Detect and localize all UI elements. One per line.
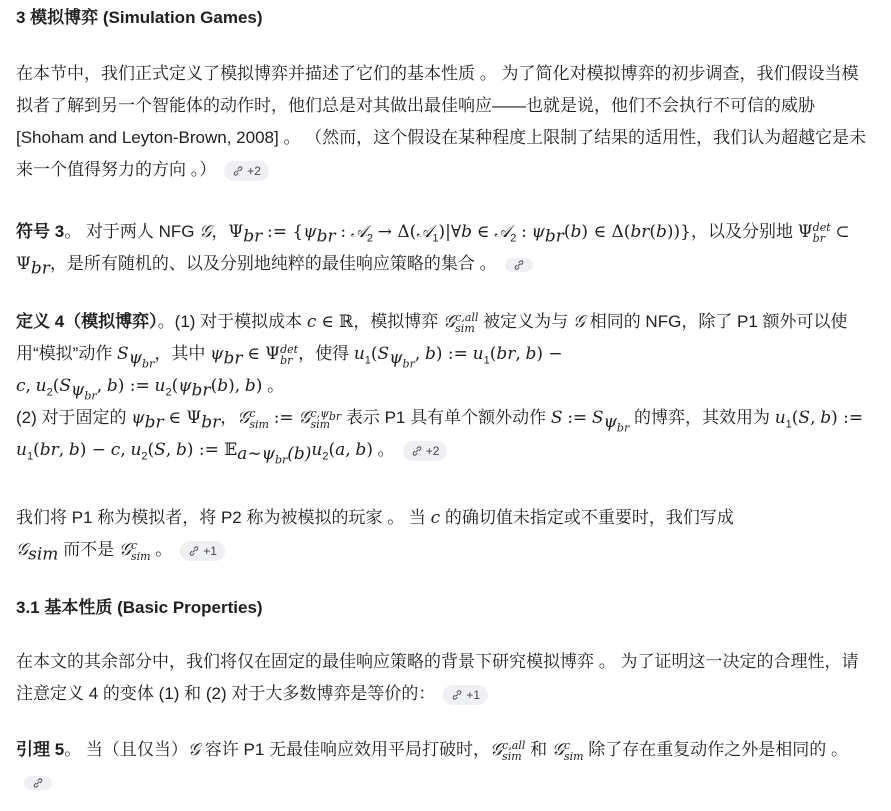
- simulator-paragraph: 我们将 P1 称为模拟者，将 P2 称为被模拟的玩家 。 当 c 的确切值未指定或不重要时，我们写成 𝒢$_{sim}$ 而不是 𝒢 c sim 。 +1: [16, 508, 734, 565]
- citation-chip[interactable]: [403, 441, 448, 461]
- definition-label: 定义 4（模拟博弈）: [16, 312, 158, 331]
- link-icon: [451, 689, 463, 701]
- citation-chip[interactable]: [224, 161, 269, 181]
- section-3-1-text: 在本文的其余部分中，我们将仅在固定的最佳响应策略的背景下研究模拟博弈 。 为了证明这一决定的合理性，请注意定义 4 的变体 (1) 和 (2) 对于大多数博弈是等价的：: [16, 652, 859, 703]
- intro-paragraph-text: 在本节中，我们正式定义了模拟博弈并描述了它们的基本性质 。 为了简化对模拟博弈的初步调查，我们假设当模拟者了解到另一个智能体的动作时，他们总是对其做出最佳响应——也就是说，他们不会执行不可信的威胁 [Shoham and Leyton-Brown, 2008] 。 （然而，这个假设在某种程度上限制了结果的适用性，我们认为超越它是未来一个值得努力的方向 。）: [16, 64, 867, 179]
- section-3-heading: 3 模拟博弈 (Simulation Games): [16, 8, 263, 27]
- citation-chip[interactable]: [505, 258, 533, 272]
- link-icon: [32, 777, 44, 789]
- link-icon: [232, 165, 244, 177]
- citation-chip[interactable]: [180, 541, 225, 561]
- citation-count: +1: [466, 687, 481, 702]
- notation-label: 符号 3: [16, 222, 65, 241]
- citation-chip[interactable]: [443, 685, 488, 705]
- notation-3-block: 符号 3。 对于两人 NFG 𝒢，$\Psi_{br}$ := {$\psi_{br}$ : 𝒜$_2$ → Δ(𝒜$_1$)|∀b ∈ 𝒜$_2$ : $\psi_{br}(b)$ ∈ Δ(br(b))}，以及分别地 Ψ det br ⊂ $\Psi_{br}$，是所有随机的、以及分别地纯粹的最佳响应策略的集合 。: [16, 220, 850, 279]
- citation-count: +2: [425, 443, 440, 458]
- link-icon: [411, 445, 423, 457]
- lemma-label: 引理 5: [16, 740, 65, 759]
- section-3-intro: [16, 58, 875, 186]
- citation-count: +1: [203, 543, 217, 558]
- lemma-5-block: 引理 5。 当（且仅当）𝒢 容许 P1 无最佳响应效用平局打破时，𝒢 c,all sim 和 𝒢 c sim 除了存在重复动作之外是相同的 。: [16, 734, 875, 798]
- link-icon: [513, 259, 525, 271]
- section-3-1-heading: 3.1 基本性质 (Basic Properties): [16, 598, 263, 617]
- definition-4-block: 定义 4（模拟博弈）。(1) 对于模拟成本 c ∈ ℝ，模拟博弈 𝒢 c,all sim 被定义为与 𝒢 相同的 NFG，除了 P1 额外可以使用“模拟”动作 $S_{\psi_{br}}$，其中 $\psi_{br}$ ∈ Ψ det br ，使得 $u_1(S_{\psi_{br}}$, b) := $u_1(br$, b) − c, $u_2(S_{\psi_{br}}$, b) := $u_2(\psi_{br}(b)$, b) 。 (2) 对于固定的 $\psi_{br}$ ∈ $\Psi_{br}$，𝒢 c sim := 𝒢 $c,\psi_{br}$ sim 表示 P1 具有单个额外动作 S := $S_{\psi_{br}}$ 的博弈，其效用为 $u_1(S$, b) := $u_1(br$, b) − c, $u_2(S$, b) := $𝔼_{a\sim\psi_{br}(b)}u_2(a$, b) 。 +2: [16, 310, 864, 467]
- section-3-1-paragraph: [16, 646, 875, 710]
- simulator-text: 我们将 P1 称为模拟者，将 P2 称为被模拟的玩家 。 当: [16, 508, 426, 527]
- citation-chip[interactable]: [24, 776, 52, 790]
- link-icon: [188, 545, 200, 557]
- citation-count: +2: [247, 163, 261, 178]
